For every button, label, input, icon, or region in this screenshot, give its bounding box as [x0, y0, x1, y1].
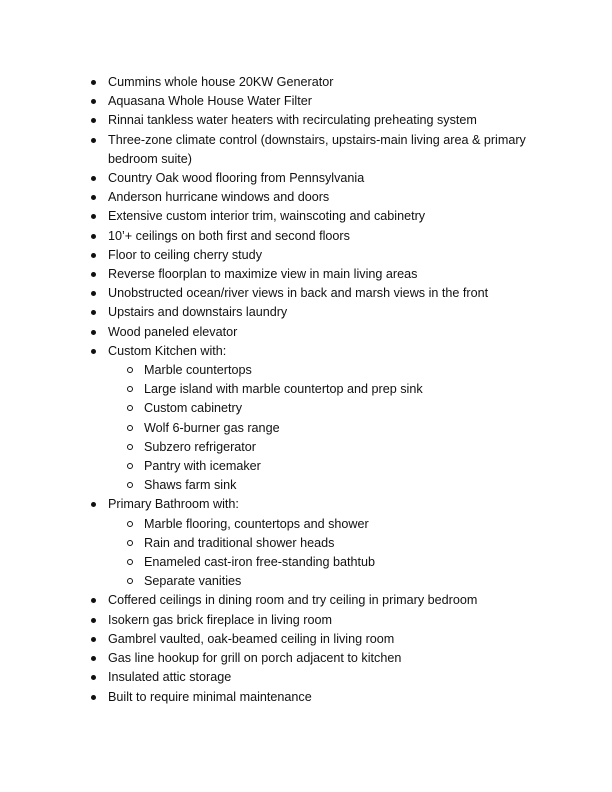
bullet-icon [91, 253, 96, 258]
feature-text: Primary Bathroom with: [108, 497, 239, 512]
feature-item [88, 131, 558, 169]
sub-feature-text: Separate vanities [144, 574, 242, 589]
bullet-icon [91, 118, 96, 123]
feature-item [88, 611, 558, 630]
sub-feature-text: Pantry with icemaker [144, 459, 261, 474]
hollow-bullet-icon [127, 425, 133, 431]
hollow-bullet-icon [127, 559, 133, 565]
sub-feature-item [108, 572, 558, 591]
feature-text: Floor to ceiling cherry study [108, 247, 262, 262]
sub-feature-text: Enameled cast-iron free-standing bathtub [144, 555, 376, 570]
sub-feature-text: Shaws farm sink [144, 478, 237, 493]
bullet-icon [91, 99, 96, 104]
hollow-bullet-icon [127, 367, 133, 373]
sub-feature-list [108, 515, 558, 592]
sub-feature-item [108, 438, 558, 457]
sub-feature-text: Marble flooring, countertops and shower [144, 516, 369, 531]
feature-text: Aquasana Whole House Water Filter [108, 94, 312, 109]
bullet-icon [91, 176, 96, 181]
sub-feature-item [108, 476, 558, 495]
sub-feature-text: Custom cabinetry [144, 401, 242, 416]
feature-text: Gas line hookup for grill on porch adjacent to kitchen [108, 651, 402, 666]
feature-text: Unobstructed ocean/river views in back and marsh views in the front [108, 286, 489, 301]
feature-item [88, 169, 558, 188]
bullet-icon [91, 330, 96, 335]
feature-text: Isokern gas brick fireplace in living room [108, 612, 332, 627]
bullet-icon [91, 234, 96, 239]
sub-feature-list [108, 361, 558, 495]
sub-feature-text: Subzero refrigerator [144, 439, 256, 454]
feature-item [88, 92, 558, 111]
feature-text: Custom Kitchen with: [108, 343, 227, 358]
feature-text: Cummins whole house 20KW Generator [108, 75, 334, 89]
sub-feature-text: Marble countertops [144, 363, 252, 378]
hollow-bullet-icon [127, 386, 133, 392]
hollow-bullet-icon [127, 463, 133, 469]
sub-feature-item [108, 553, 558, 572]
hollow-bullet-icon [127, 444, 133, 450]
sub-feature-text: Wolf 6-burner gas range [144, 420, 280, 435]
hollow-bullet-icon [127, 521, 133, 527]
sub-feature-item [108, 380, 558, 399]
feature-item [88, 630, 558, 649]
feature-text: Upstairs and downstairs laundry [108, 305, 288, 320]
feature-text: Wood paneled elevator [108, 324, 238, 339]
bullet-icon [91, 272, 96, 277]
feature-item [88, 284, 558, 303]
sub-feature-item [108, 399, 558, 418]
bullet-icon [91, 138, 96, 143]
feature-text: Extensive custom interior trim, wainscoting and cabinetry [108, 209, 426, 224]
sub-feature-item [108, 419, 558, 438]
feature-item [88, 207, 558, 226]
feature-text: Three-zone climate control (downstairs, upstairs-main living area & primary bedroom suite) [108, 132, 526, 166]
bullet-icon [91, 675, 96, 680]
hollow-bullet-icon [127, 405, 133, 411]
feature-text: Coffered ceilings in dining room and try ceiling in primary bedroom [108, 593, 478, 608]
bullet-icon [91, 618, 96, 623]
feature-item [88, 265, 558, 284]
sub-feature-item [108, 515, 558, 534]
bullet-icon [91, 637, 96, 642]
feature-list [88, 73, 558, 707]
feature-item [88, 227, 558, 246]
bullet-icon [91, 695, 96, 700]
feature-text: Country Oak wood flooring from Pennsylvania [108, 171, 365, 186]
feature-text: Built to require minimal maintenance [108, 689, 312, 704]
bullet-icon [91, 80, 96, 85]
feature-text: Anderson hurricane windows and doors [108, 190, 330, 205]
feature-item [88, 591, 558, 610]
feature-item [88, 495, 558, 591]
bullet-icon [91, 195, 96, 200]
feature-text: 10’+ ceilings on both first and second floors [108, 228, 350, 243]
hollow-bullet-icon [127, 540, 133, 546]
sub-feature-text: Large island with marble countertop and prep sink [144, 382, 423, 397]
feature-item [88, 668, 558, 687]
feature-item [88, 688, 558, 707]
sub-feature-item [108, 361, 558, 380]
sub-feature-item [108, 457, 558, 476]
sub-feature-item [108, 534, 558, 553]
hollow-bullet-icon [127, 578, 133, 584]
bullet-icon [91, 349, 96, 354]
feature-text: Insulated attic storage [108, 670, 232, 685]
hollow-bullet-icon [127, 482, 133, 488]
feature-item [88, 73, 558, 92]
feature-text: Gambrel vaulted, oak-beamed ceiling in living room [108, 631, 395, 646]
feature-item [88, 649, 558, 668]
bullet-icon [91, 310, 96, 315]
feature-item [88, 188, 558, 207]
feature-item [88, 342, 558, 496]
bullet-icon [91, 214, 96, 219]
feature-item [88, 246, 558, 265]
bullet-icon [91, 598, 96, 603]
bullet-icon [91, 502, 96, 507]
feature-item [88, 111, 558, 130]
feature-text: Reverse floorplan to maximize view in main living areas [108, 267, 418, 282]
feature-item [88, 323, 558, 342]
bullet-icon [91, 291, 96, 296]
feature-item [88, 303, 558, 322]
feature-text: Rinnai tankless water heaters with recirculating preheating system [108, 113, 477, 128]
sub-feature-text: Rain and traditional shower heads [144, 535, 335, 550]
bullet-icon [91, 656, 96, 661]
